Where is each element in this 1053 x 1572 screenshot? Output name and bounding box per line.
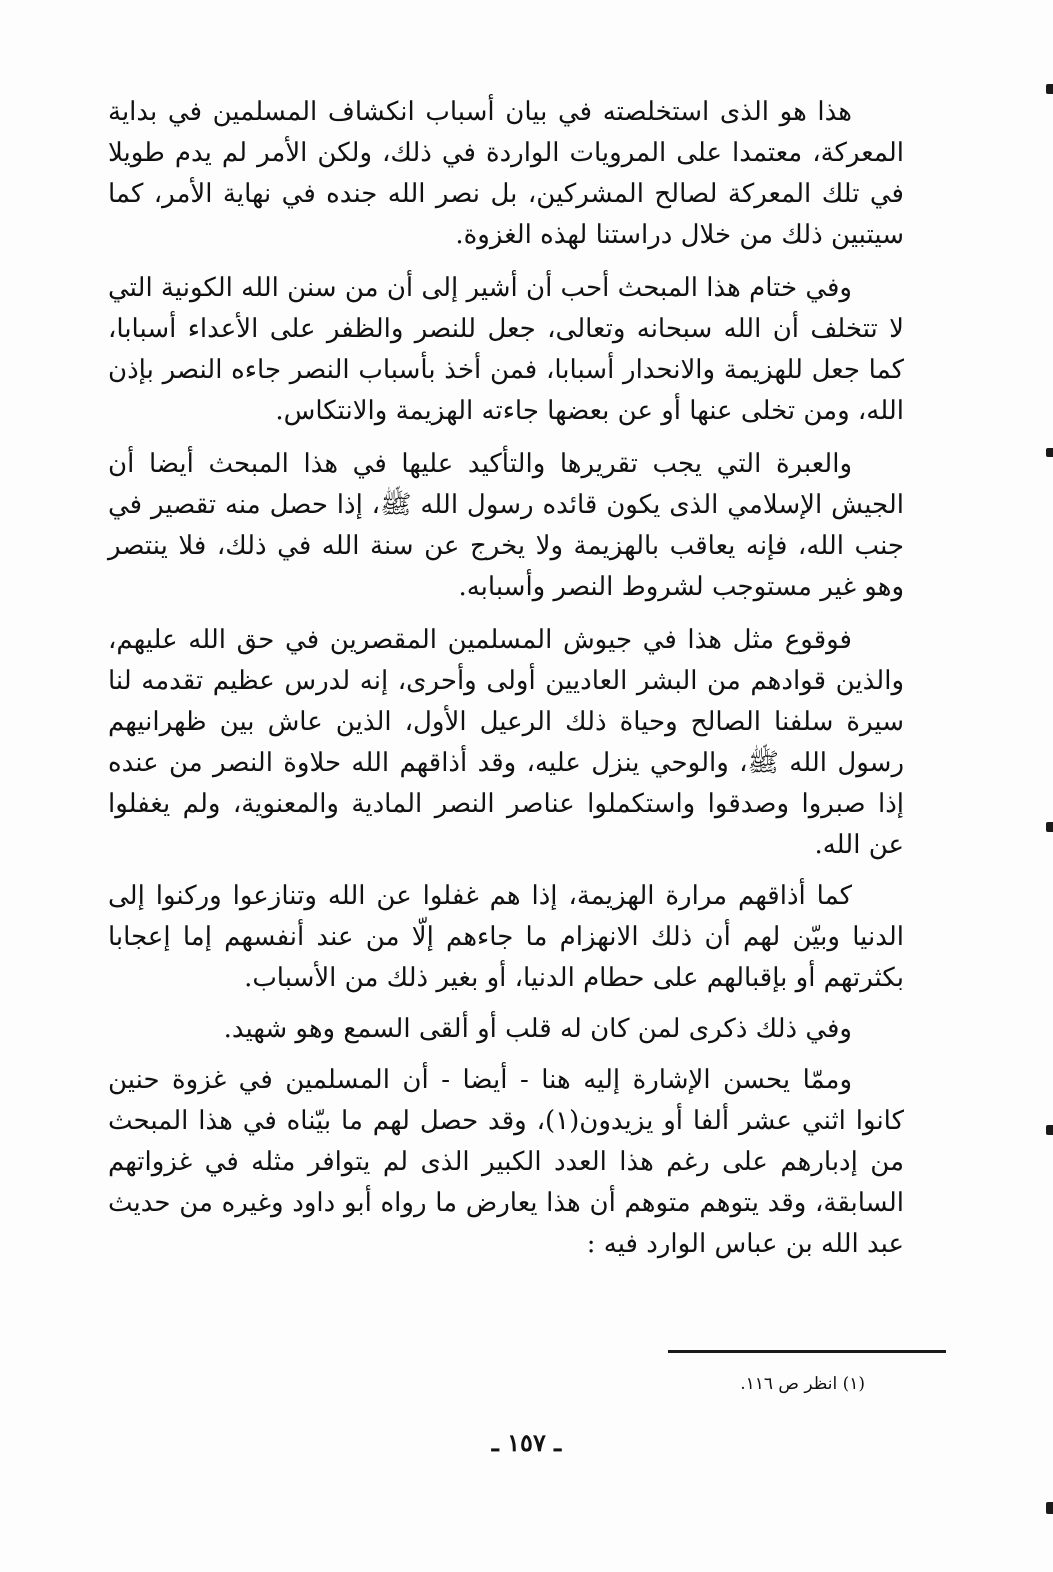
paragraph-6: وفي ذلك ذكرى لمن كان له قلب أو ألقى السمع وهو شهيد. [223,1014,852,1044]
footnote: (١) انظر ص ١١٦. [740,1374,865,1394]
paragraph-3: والعبرة التي يجب تقريرها والتأكيد عليها في هذا المبحث أيضا أن الجيش الإسلامي الذى يكون قائده رسول الله ﷺ، إذا حصل منه تقصير في جنب الله، فإنه يعاقب بالهزيمة ولا يخرج عن سنة الله في ذلك، فلا ينتصر وهو غير مستوجب لشروط النصر وأسبابه. [108,449,904,602]
paragraph-5: كما أذاقهم مرارة الهزيمة، إذا هم غفلوا عن الله وتنازعوا وركنوا إلى الدنيا وبيّن لهم أن ذلك الانهزام ما جاءهم إلّا من عند أنفسهم إما إعجابا بكثرتهم أو بإقبالهم على حطام الدنيا، أو بغير ذلك من الأسباب. [108,881,904,993]
edge-mark [1046,448,1053,457]
paragraph-7: وممّا يحسن الإشارة إليه هنا - أيضا - أن المسلمين في غزوة حنين كانوا اثني عشر ألفا أو يزيدون(١)، وقد حصل لهم ما بيّناه في هذا المبحث من إدبارهم على رغم هذا العدد الكبير الذى لم يتوافر مثله في غزواتهم السابقة، وقد يتوهم متوهم أن هذا يعارض ما رواه أبو داود وغيره من حديث عبد الله بن عباس الوارد فيه : [108,1065,904,1259]
edge-mark [1046,822,1053,832]
paragraph-2: وفي ختام هذا المبحث أحب أن أشير إلى أن من سنن الله الكونية التي لا تتخلف أن الله سبحانه وتعالى، جعل للنصر والظفر على الأعداء أسبابا، كما جعل للهزيمة والانحدار أسبابا، فمن أخذ بأسباب النصر جاءه النصر بإذن الله، ومن تخلى عنها أو عن بعضها جاءته الهزيمة والانتكاس. [108,273,904,426]
page-number: ـ ١٥٧ ـ [491,1428,562,1457]
footnote-divider [668,1350,946,1353]
paragraph-4: فوقوع مثل هذا في جيوش المسلمين المقصرين في حق الله عليهم، والذين قوادهم من البشر العاديين أولى وأحرى، إنه لدرس عظيم تقدمه لنا سيرة سلفنا الصالح وحياة ذلك الرعيل الأول، الذين عاش بين ظهرانيهم رسول الله ﷺ، والوحي ينزل عليه، وقد أذاقهم الله حلاوة النصر من عنده إذا صبروا وصدقوا واستكملوا عناصر النصر المادية والمعنوية، ولم يغفلوا عن الله. [108,625,904,860]
paragraph-1: هذا هو الذى استخلصته في بيان أسباب انكشاف المسلمين في بداية المعركة، معتمدا على المرويات الواردة في ذلك، ولكن الأمر لم يدم طويلا في تلك المعركة لصالح المشركين، بل نصر الله جنده في نهاية الأمر، كما سيتبين ذلك من خلال دراستنا لهذه الغزوة. [108,97,904,250]
edge-mark [1046,84,1053,94]
edge-mark [1046,1502,1053,1514]
body-text [108,92,904,1265]
edge-mark [1046,1125,1053,1135]
